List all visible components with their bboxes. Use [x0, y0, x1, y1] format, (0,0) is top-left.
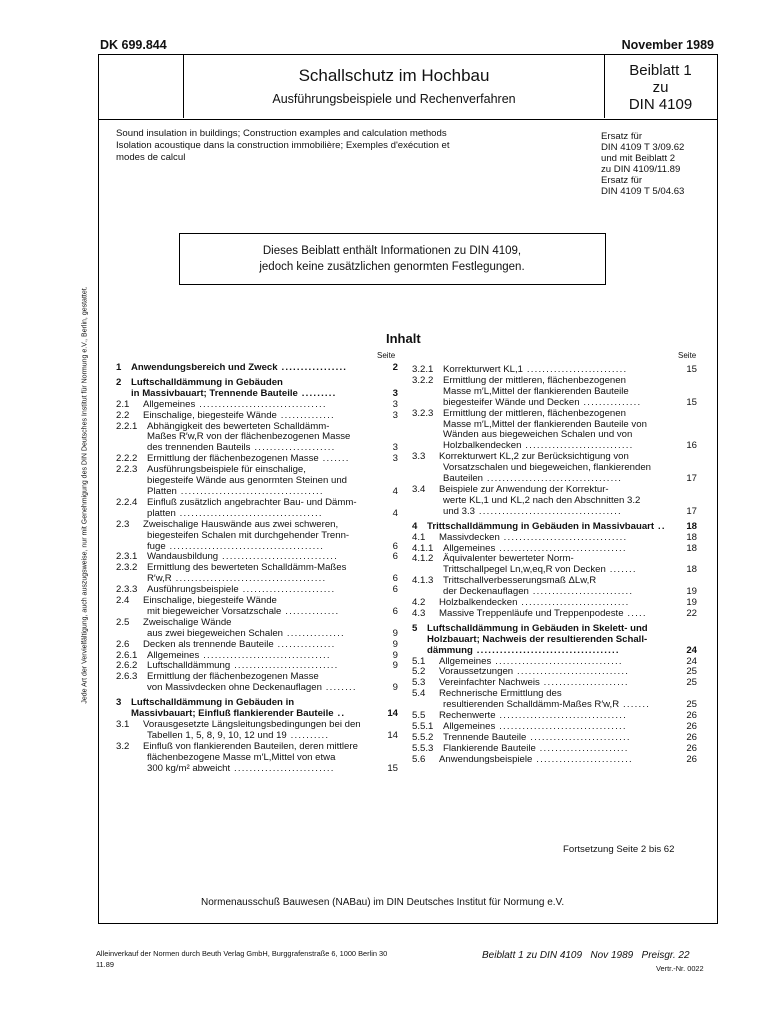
- toc-entry-title: Einschalige, biegesteife Wände: [143, 595, 277, 607]
- toc-dot-leader: .......................: [535, 742, 629, 754]
- toc-dot-leader: ..........: [286, 729, 330, 741]
- toc-dot-leader: .................................: [199, 649, 331, 661]
- toc-page-number: 3: [392, 409, 398, 421]
- toc-dot-leader: ..........................: [230, 762, 335, 774]
- document-title: Schallschutz im Hochbau: [298, 66, 490, 85]
- toc-entry-number: 3: [116, 697, 122, 709]
- toc-entry-title: Maßes R′w,R von der flächenbezogenen Masse: [147, 431, 351, 443]
- title-french-1: Isolation acoustique dans la construction immobilière; Exemples d'exécution et: [116, 140, 450, 151]
- toc-seite-left: Seite: [377, 351, 396, 360]
- toc-dot-leader: ..: [654, 520, 666, 532]
- toc-dot-leader: .......: [318, 453, 350, 465]
- toc-heading: Inhalt: [386, 331, 421, 346]
- toc-entry-number: 4.1.2: [412, 553, 434, 565]
- toc-entry-number: 2.2.2: [116, 453, 138, 465]
- toc-entry-title: R′w,R: [147, 573, 172, 585]
- toc-entry-title: Platten: [147, 485, 177, 497]
- toc-entry-title: resultierenden Schalldämm-Maßes R′w,R: [443, 699, 620, 711]
- toc-dot-leader: ................................: [499, 531, 628, 543]
- toc-entry-number: 5.6: [412, 753, 426, 765]
- toc-page-number: 25: [686, 699, 697, 711]
- toc-dot-leader: .................................: [495, 721, 627, 732]
- toc-dot-leader: ..............: [276, 409, 335, 421]
- toc-entry-title: aus zwei biegeweichen Schalen: [147, 627, 283, 639]
- toc-page-number: 26: [686, 731, 697, 743]
- toc-dot-leader: .........: [297, 387, 337, 399]
- toc-entry-number: 2.6.1: [116, 649, 138, 661]
- toc-dot-leader: .................................: [195, 398, 327, 410]
- doc-line-2: zu: [652, 79, 669, 96]
- title-english: Sound insulation in buildings; Construction examples and calculation methods: [116, 128, 447, 139]
- toc-page-number: 17: [686, 505, 697, 517]
- toc-entry-title: Massivdecken: [439, 531, 500, 543]
- toc-entry-title: Trittschalldämmung in Gebäuden in Massivbauart: [427, 520, 655, 532]
- copyright-text: Jede Art der Vervielfältigung, auch auszugsweise, nur mit Genehmigung des DIN Deutsches Institut für Normung e.V., Berlin, gestattet.: [81, 286, 89, 704]
- toc-entry-title: Masse m′L,Mittel der flankierenden Bauteile: [443, 385, 629, 397]
- toc-entry-title: Luftschalldämmung: [147, 660, 231, 672]
- title-left-cell: [98, 54, 184, 118]
- toc-dot-leader: ........................: [238, 584, 336, 596]
- toc-entry-title: Flankierende Bauteile: [443, 742, 536, 754]
- title-french-2: modes de calcul: [116, 152, 186, 163]
- toc-page-number: 25: [686, 677, 697, 689]
- toc-entry-number: 2.2.3: [116, 464, 138, 476]
- toc-dot-leader: ..........................: [526, 731, 631, 743]
- toc-dot-leader: .............................: [513, 666, 630, 678]
- toc-entry-title: Holzbalkendecken: [439, 597, 518, 609]
- toc-entry-title: Ausführungsbeispiele für einschalige,: [147, 464, 306, 476]
- toc-entry-title: Korrekturwert KL,2 zur Berücksichtigung von: [439, 451, 629, 463]
- toc-page-number: 9: [392, 649, 398, 661]
- toc-entry: [412, 609, 697, 620]
- toc-dot-leader: ............................: [517, 597, 630, 609]
- toc-entry-title: Luftschalldämmung in Gebäuden in: [131, 697, 295, 709]
- toc-dot-leader: ..............: [281, 605, 340, 617]
- toc-dot-leader: .................: [277, 362, 348, 373]
- toc-right-column: [412, 365, 697, 766]
- replacement-info: [601, 131, 713, 197]
- toc-entry-number: 5: [412, 622, 418, 634]
- toc-entry-number: 2.3: [116, 518, 130, 530]
- toc-entry-title: Korrekturwert KL,1: [443, 364, 523, 375]
- toc-entry-title: Ermittlung der mittleren, flächenbezogenen: [443, 374, 626, 386]
- toc-entry-number: 4.3: [412, 607, 426, 619]
- toc-entry-number: 2.1: [116, 398, 130, 410]
- toc-page-number: 9: [392, 682, 398, 694]
- continuation-note: Fortsetzung Seite 2 bis 62: [563, 844, 675, 855]
- toc-page-number: 9: [392, 627, 398, 639]
- toc-page-number: 15: [387, 762, 398, 774]
- toc-entry-number: 2.5: [116, 616, 130, 628]
- toc-entry-number: 5.3: [412, 677, 426, 689]
- toc-dot-leader: ..........................: [528, 586, 634, 598]
- toc-dot-leader: ..............................: [218, 551, 338, 563]
- toc-entry-title: Massivbauart; Einfluß flankierender Bauteile: [131, 708, 334, 720]
- translations: [116, 128, 516, 164]
- toc-page-number: 19: [686, 597, 697, 609]
- toc-entry-number: 3.4: [412, 483, 426, 495]
- toc-entry-number: 3.2.3: [412, 407, 434, 419]
- toc-entry-title: Anwendungsbereich und Zweck: [131, 362, 278, 373]
- toc-dot-leader: ...............: [283, 627, 345, 639]
- toc-entry-title: Vereinfachter Nachweis: [439, 677, 540, 689]
- toc-left-column: [116, 363, 398, 775]
- notice-line-2: jedoch keine zusätzlichen genormten Festlegungen.: [259, 261, 525, 273]
- copyright-sidebar: [80, 250, 90, 740]
- toc-entry-title: Massive Treppenläufe und Treppenpodeste: [439, 607, 624, 619]
- toc-page-number: 25: [686, 666, 697, 678]
- toc-entry-number: 3.2: [116, 740, 130, 752]
- toc-entry-number: 2.2.4: [116, 496, 138, 508]
- toc-entry-title: Holzbalkendecken: [443, 440, 522, 452]
- toc-entry-title: Trennende Bauteile: [443, 731, 527, 743]
- toc-entry-title: von Massivdecken ohne Deckenauflagen: [147, 682, 322, 694]
- toc-entry-title: Allgemeines: [143, 398, 196, 410]
- toc-dot-leader: .....: [623, 607, 647, 619]
- toc-entry-number: 4.1.3: [412, 575, 434, 587]
- toc-dot-leader: .....................................: [472, 644, 620, 656]
- toc-page-number: 3: [392, 387, 398, 399]
- toc-page-number: 6: [392, 605, 398, 617]
- document-subtitle: Ausführungsbeispiele und Rechenverfahren: [272, 92, 516, 106]
- footer-code: 11.89: [96, 960, 114, 969]
- toc-entry-title: werte KL,1 und KL,2 nach den Abschnitten 3.2: [443, 494, 641, 506]
- toc-entry-title: Holzbauart; Nachweis der resultierenden Schall-: [427, 633, 648, 645]
- toc-entry-number: 5.2: [412, 666, 426, 678]
- notice-line-1: Dieses Beiblatt enthält Informationen zu DIN 4109,: [262, 245, 522, 257]
- toc-page-number: 19: [686, 586, 697, 598]
- toc-entry-title: Einfluß zusätzlich angebrachter Bau- und Dämm-: [147, 496, 357, 508]
- toc-entry-title: dämmung: [427, 644, 473, 656]
- toc-dot-leader: ............................: [521, 440, 634, 452]
- toc-page-number: 17: [686, 473, 697, 485]
- toc-page-number: 2: [392, 362, 398, 373]
- toc-page-number: 6: [392, 584, 398, 596]
- footer-doc: Beiblatt 1 zu DIN 4109 Nov 1989 Preisgr. 22: [482, 950, 690, 961]
- toc-entry-title: Allgemeines: [443, 721, 496, 732]
- toc-entry-number: 2.6.2: [116, 660, 138, 672]
- toc-entry-title: des trennenden Bauteils: [147, 442, 251, 454]
- replacement-line-1: Ersatz für: [601, 131, 643, 142]
- toc-entry-number: 4.2: [412, 597, 426, 609]
- toc-dot-leader: .......: [605, 564, 637, 576]
- toc-entry-title: der Deckenauflagen: [443, 586, 529, 598]
- toc-entry-title: in Massivbauart; Trennende Bauteile: [131, 387, 298, 399]
- footer-sales: Alleinverkauf der Normen durch Beuth Verlag GmbH, Burggrafenstraße 6, 1000 Berlin 30: [96, 949, 388, 958]
- toc-page-number: 18: [686, 520, 697, 532]
- toc-entry-title: biegesteife Wände aus genormten Steinen und: [147, 475, 348, 487]
- toc-entry-title: Einschalige, biegesteife Wände: [143, 409, 277, 421]
- toc-entry-title: Einfluß von flankierenden Bauteilen, deren mittlere: [143, 740, 358, 752]
- replacement-line-2: DIN 4109 T 3/09.62: [601, 142, 685, 153]
- toc-dot-leader: .................................: [495, 710, 627, 722]
- toc-entry-title: Ermittlung des bewerteten Schalldämm-Maßes: [147, 562, 347, 574]
- toc-dot-leader: .....................................: [176, 485, 324, 497]
- toc-entry-title: fuge: [147, 540, 166, 552]
- toc-entry-title: platten: [147, 507, 176, 519]
- toc-entry-number: 2: [116, 376, 122, 388]
- toc-dot-leader: ........: [321, 682, 357, 694]
- toc-entry-title: flächenbezogene Masse m′L,Mittel von etwa: [147, 751, 336, 763]
- toc-page-number: 9: [392, 660, 398, 672]
- toc-page-number: 6: [392, 573, 398, 585]
- toc-entry-number: 2.3.1: [116, 551, 138, 563]
- toc-entry-number: 3.2.1: [412, 364, 434, 375]
- doc-line-3: DIN 4109: [628, 96, 693, 113]
- toc-page-number: 26: [686, 721, 697, 732]
- toc-page-number: 6: [392, 540, 398, 552]
- toc-dot-leader: ...........................: [230, 660, 339, 672]
- toc-entry-title: Rechnerische Ermittlung des: [439, 688, 562, 700]
- toc-entry-number: 2.6: [116, 638, 130, 650]
- toc-entry-title: Voraussetzungen: [439, 666, 514, 678]
- toc-entry-number: 3.2.2: [412, 374, 434, 386]
- toc-entry-title: Allgemeines: [439, 655, 492, 667]
- toc-entry-number: 5.5.1: [412, 721, 434, 732]
- toc-entry-title: Anwendungsbeispiele: [439, 753, 533, 765]
- toc-page-number: 18: [686, 531, 697, 543]
- notice-text: [179, 243, 605, 275]
- toc-entry-number: 5.5: [412, 710, 426, 722]
- toc-entry-title: Vorausgesetzte Längsleitungsbedingungen bei den: [143, 719, 361, 730]
- committee-line: Normenausschuß Bauwesen (NABau) im DIN Deutsches Institut für Normung e.V.: [201, 897, 565, 908]
- doc-line-1: Beiblatt 1: [629, 62, 692, 79]
- toc-entry-number: 2.3.3: [116, 584, 138, 596]
- toc-dot-leader: ...............: [579, 396, 642, 408]
- toc-entry-title: Wänden aus biegeweichen Schalen und von: [443, 429, 633, 441]
- toc-dot-leader: .......: [619, 699, 651, 711]
- replacement-line-6: DIN 4109 T 5/04.63: [601, 186, 685, 197]
- toc-entry-title: Ermittlung der flächenbezogenen Masse: [147, 671, 319, 683]
- toc-page-number: 18: [686, 564, 697, 576]
- toc-entry-number: 4.1.1: [412, 542, 434, 554]
- toc-dot-leader: ..........................: [522, 364, 628, 375]
- toc-entry-title: Bauteilen: [443, 473, 484, 485]
- toc-entry-title: biegesteifer Wände und Decken: [443, 396, 580, 408]
- toc-page-number: 26: [686, 710, 697, 722]
- toc-entry-title: biegesteifen Schalen mit durchgehender Trenn-: [147, 529, 350, 541]
- toc-entry-title: Allgemeines: [147, 649, 200, 661]
- toc-dot-leader: .......................................: [171, 573, 327, 585]
- toc-page-number: 15: [686, 396, 697, 408]
- toc-page-number: 16: [686, 440, 697, 452]
- toc-page-number: 4: [392, 507, 398, 519]
- toc-entry-title: Decken als trennende Bauteile: [143, 638, 274, 650]
- toc-entry-title: Luftschalldämmung in Gebäuden: [131, 376, 283, 388]
- replacement-line-3: und mit Beiblatt 2: [601, 153, 676, 164]
- dk-number: DK 699.844: [100, 38, 167, 52]
- toc-dot-leader: .....................: [250, 442, 336, 454]
- toc-dot-leader: .....................................: [475, 505, 622, 517]
- toc-dot-leader: .................................: [491, 655, 623, 667]
- replacement-line-4: zu DIN 4109/11.89: [601, 164, 681, 175]
- toc-entry-title: Wandausbildung: [147, 551, 219, 563]
- toc-entry-title: Vorsatzschalen und biegeweichen, flankierenden: [443, 462, 652, 474]
- toc-entry-number: 5.5.2: [412, 731, 434, 743]
- toc-entry-title: Masse m′L,Mittel der flankierenden Bauteile von: [443, 418, 647, 430]
- toc-page-number: 24: [686, 644, 697, 656]
- toc-entry: [412, 755, 697, 766]
- toc-entry: [116, 363, 398, 374]
- toc-entry: [116, 683, 398, 694]
- toc-dot-leader: .....................................: [175, 507, 323, 519]
- document-number: [605, 62, 716, 113]
- toc-entry-number: 3.3: [412, 451, 426, 463]
- toc-entry-title: mit biegeweicher Vorsatzschale: [147, 605, 282, 617]
- toc-entry-number: 5.5.3: [412, 742, 434, 754]
- toc-page-number: 18: [686, 542, 697, 554]
- toc-entry-title: Äquivalenter bewerteter Norm-: [443, 553, 574, 565]
- footer-vertr: Vertr.-Nr. 0022: [656, 964, 704, 973]
- toc-entry-title: Allgemeines: [443, 542, 496, 554]
- toc-entry-title: Ausführungsbeispiele: [147, 584, 239, 596]
- toc-entry-title: Tabellen 1, 5, 8, 9, 10, 12 und 19: [147, 729, 287, 741]
- toc-entry-title: Rechenwerte: [439, 710, 496, 722]
- toc-page-number: 6: [392, 551, 398, 563]
- toc-entry-title: 300 kg/m² abweicht: [147, 762, 231, 774]
- toc-page-number: 3: [392, 442, 398, 454]
- toc-entry-number: 2.3.2: [116, 562, 138, 574]
- toc-entry-number: 2.6.3: [116, 671, 138, 683]
- toc-entry-title: Luftschalldämmung in Gebäuden in Skelett- und: [427, 622, 648, 634]
- toc-entry-title: Zweischalige Wände: [143, 616, 232, 628]
- toc-entry-number: 1: [116, 362, 122, 373]
- toc-entry-number: 2.2.1: [116, 420, 138, 432]
- replacement-line-5: Ersatz für: [601, 175, 643, 186]
- toc-dot-leader: .................................: [495, 542, 627, 554]
- toc-entry-title: Trittschallpegel Ln,w,eq,R von Decken: [443, 564, 606, 576]
- toc-page-number: 4: [392, 485, 398, 497]
- toc-entry-number: 4.1: [412, 531, 426, 543]
- toc-page-number: 3: [392, 398, 398, 410]
- toc-dot-leader: ...............: [273, 638, 336, 650]
- toc-entry-title: Ermittlung der flächenbezogenen Masse: [147, 453, 319, 465]
- toc-page-number: 14: [387, 729, 398, 741]
- toc-page-number: 14: [387, 708, 398, 720]
- toc-entry-number: 3.1: [116, 719, 130, 730]
- toc-entry-title: Zweischalige Hauswände aus zwei schweren,: [143, 518, 339, 530]
- toc-entry-title: und 3.3: [443, 505, 476, 517]
- toc-entry-number: 5.4: [412, 688, 426, 700]
- issue-date: November 1989: [621, 38, 714, 52]
- toc-page-number: 9: [392, 638, 398, 650]
- toc-entry-title: Trittschallverbesserungsmaß ΔLw,R: [443, 575, 597, 587]
- toc-entry-title: Abhängigkeit des bewerteten Schalldämm-: [147, 420, 330, 432]
- toc-dot-leader: ..: [333, 708, 346, 720]
- toc-dot-leader: .........................: [532, 753, 633, 765]
- toc-entry: [412, 507, 697, 518]
- toc-entry-number: 5.1: [412, 655, 426, 667]
- toc-page-number: 22: [686, 607, 697, 619]
- toc-dot-leader: ...................................: [483, 473, 623, 485]
- toc-entry-number: 2.2: [116, 409, 130, 421]
- toc-entry-title: Beispiele zur Anwendung der Korrektur-: [439, 483, 609, 495]
- toc-entry-number: 2.4: [116, 595, 130, 607]
- toc-page-number: 3: [392, 453, 398, 465]
- toc-dot-leader: ......................: [539, 677, 629, 689]
- toc-entry-title: Ermittlung der mittleren, flächenbezogenen: [443, 407, 626, 419]
- toc-page-number: 26: [686, 753, 697, 765]
- toc-seite-right: Seite: [678, 351, 697, 360]
- toc-page-number: 24: [686, 655, 697, 667]
- toc-dot-leader: ........................................: [165, 540, 325, 552]
- toc-entry-number: 4: [412, 520, 418, 532]
- toc-entry: [116, 764, 398, 775]
- toc-page-number: 26: [686, 742, 697, 754]
- toc-page-number: 15: [686, 364, 697, 375]
